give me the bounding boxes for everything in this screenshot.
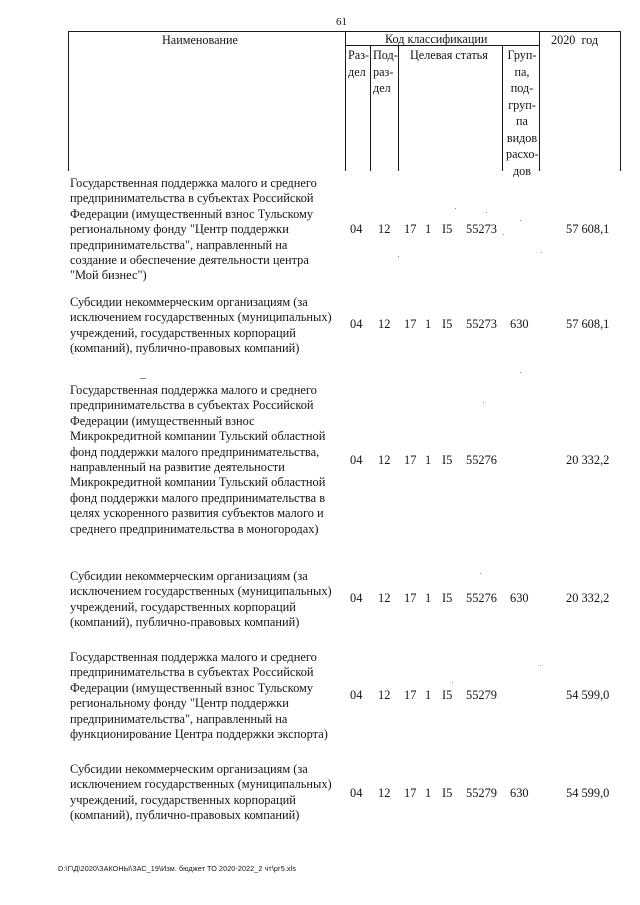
row-target-3: I5 [442,591,453,605]
row-expense-group: 630 [510,786,529,800]
row-target-2: 1 [425,222,432,236]
row-target-4: 55273 [466,317,497,331]
row-amount: 57 608,1 [566,222,610,236]
header-classification-code: Код классификации [385,32,488,46]
row-target-4: 55279 [466,786,497,800]
row-target-3: I5 [442,786,453,800]
header-subsection: Под- раз- дел [373,48,398,95]
row-target-2: 1 [425,317,432,331]
row-subsection: 12 [378,222,391,236]
row-target-2: 1 [425,688,432,702]
row-target-3: I5 [442,317,453,331]
header-divider-section [370,45,371,171]
row-target-3: I5 [442,688,453,702]
row-amount: 20 332,2 [566,591,610,605]
row-name: Государственная поддержка малого и среднего предпринимательства в субъектах Российской Федерации (имущественный взнос Тульскому региональному фонду "Центр поддержки предпринимательства", направленный на создание и обеспечение деятельности центра "Мой бизнес") [70,176,317,283]
row-target-4: 55276 [466,591,497,605]
row-target-2: 1 [425,453,432,467]
row-subsection: 12 [378,317,391,331]
footer-file-path: D:\Г\Д\2020\ЗАКОНЫ\ЗАС_19\Изм. бюджет ТО 2020-2022_2 чт\рг5.xls [58,864,297,873]
row-target-1: 17 [404,222,417,236]
row-section: 04 [350,453,363,467]
row-section: 04 [350,317,363,331]
row-name: Государственная поддержка малого и среднего предпринимательства в субъектах Российской Федерации (имущественный взнос Тульскому региональному фонду "Центр поддержки предпринимательства", направленный на функционирование Центра поддержки экспорта) [70,650,328,742]
row-section: 04 [350,688,363,702]
row-subsection: 12 [378,591,391,605]
row-target-4: 55273 [466,222,497,236]
row-target-2: 1 [425,591,432,605]
row-target-1: 17 [404,688,417,702]
row-name: Субсидии некоммерческим организациям (за исключением государственных (муниципальных) учреждений, государственных корпораций (компаний), публично-правовых компаний) [70,295,332,356]
row-section: 04 [350,222,363,236]
row-target-3: I5 [442,222,453,236]
row-target-1: 17 [404,453,417,467]
row-subsection: 12 [378,453,391,467]
row-name: Субсидии некоммерческим организациям (за исключением государственных (муниципальных) учреждений, государственных корпораций (компаний), публично-правовых компаний) [70,569,332,630]
row-name: Государственная поддержка малого и среднего предпринимательства в субъектах Российской Федерации (имущественный взнос Микрокредитной компании Тульский областной фонд поддержки малого предпринимательства, направленный на развитие деятельности Микрокредитной компании Тульский областной фонд поддержки малого предпринимательства в целях ускоренного развития субъектов малого и среднего предпринимательства в моногородах) [70,383,326,536]
header-right-border [620,31,621,171]
row-target-1: 17 [404,591,417,605]
header-divider-target [502,45,503,171]
header-target-article: Целевая статья [410,48,488,62]
row-target-2: 1 [425,786,432,800]
header-divider-subsection [398,45,399,171]
header-name: Наименование [162,33,238,47]
row-name: Субсидии некоммерческим организациям (за исключением государственных (муниципальных) учреждений, государственных корпораций (компаний), публично-правовых компаний) [70,762,332,823]
page-number: 61 [336,16,347,28]
header-expense-group: Груп- па, под- груп- па видов расхо- дов [506,48,539,178]
row-section: 04 [350,786,363,800]
row-section: 04 [350,591,363,605]
row-target-4: 55276 [466,453,497,467]
row-subsection: 12 [378,786,391,800]
row-expense-group: 630 [510,317,529,331]
header-year: 2020 год [551,33,599,47]
row-amount: 20 332,2 [566,453,610,467]
header-left-border [68,31,69,171]
header-divider-group [539,31,540,171]
row-amount: 57 608,1 [566,317,610,331]
row-expense-group: 630 [510,591,529,605]
header-section: Раз- дел [348,48,370,79]
row-target-4: 55279 [466,688,497,702]
row-target-1: 17 [404,317,417,331]
row-amount: 54 599,0 [566,688,610,702]
row-subsection: 12 [378,688,391,702]
row-amount: 54 599,0 [566,786,610,800]
header-divider-name [345,31,346,171]
row-target-3: I5 [442,453,453,467]
row-target-1: 17 [404,786,417,800]
